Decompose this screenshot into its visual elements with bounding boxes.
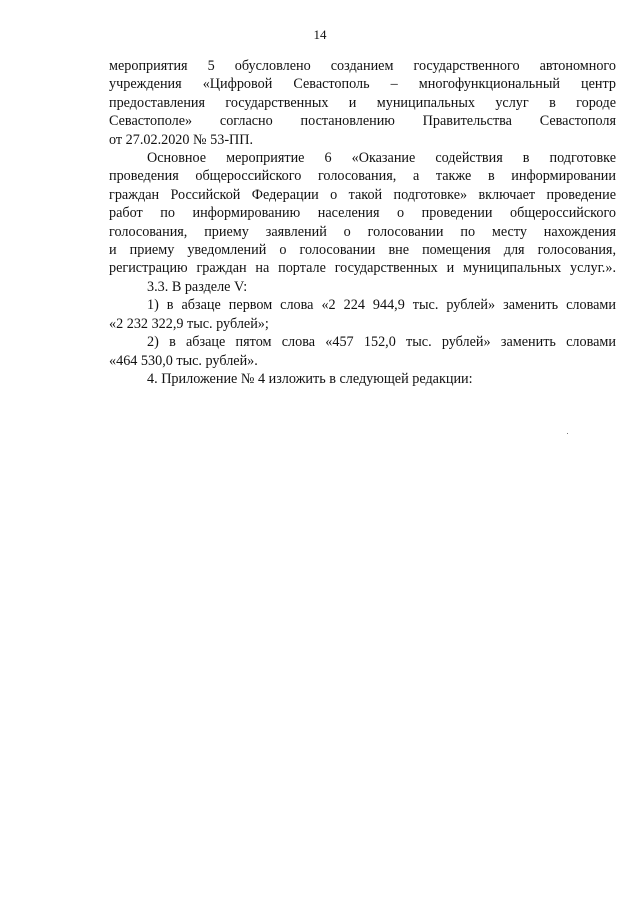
text-line: мероприятия 5 обусловлено созданием государственного автономного — [109, 58, 616, 74]
text-line: Севастополе» согласно постановлению Правительства Севастополя — [109, 113, 616, 130]
text-line: 3.3. В разделе V: — [147, 278, 248, 295]
text-line: учреждения «Цифровой Севастополь – многофункциональный центр — [109, 76, 616, 93]
paragraph-amendment-2 — [109, 333, 616, 370]
text-line: Основное мероприятие 6 «Оказание содействия в подготовке — [147, 150, 616, 167]
text-line: работ по информированию населения о проведении общероссийского — [109, 205, 616, 222]
text-line: регистрацию граждан на портале государственных и муниципальных услуг.». — [109, 260, 616, 277]
text-line: предоставления государственных и муниципальных услуг в городе — [109, 94, 616, 111]
page-number: 14 — [313, 27, 327, 42]
paragraph-appendix-4 — [109, 370, 616, 388]
text-line: «2 232 322,9 тыс. рублей»; — [109, 315, 269, 332]
text-line: 4. Приложение № 4 изложить в следующей редакции: — [147, 370, 473, 387]
text-line: 2) в абзаце пятом слова «457 152,0 тыс. рублей» заменить словами — [147, 334, 616, 351]
text-line: и приему уведомлений о голосовании вне помещения для голосования, — [109, 242, 616, 259]
text-line: граждан Российской Федерации о такой подготовке» включает проведение — [109, 186, 616, 203]
text-line: проведения общероссийского голосования, а также в информировании — [109, 168, 616, 185]
paragraph-continuation — [109, 57, 616, 149]
scan-speck — [567, 433, 568, 434]
document-body — [109, 57, 616, 388]
text-line: «464 530,0 тыс. рублей». — [109, 352, 258, 369]
paragraph-main-activity-6 — [109, 149, 616, 278]
paragraph-amendment-1 — [109, 296, 616, 333]
text-line: 1) в абзаце первом слова «2 224 944,9 тыс. рублей» заменить словами — [147, 297, 616, 314]
paragraph-section-heading — [109, 278, 616, 296]
text-line: от 27.02.2020 № 53-ПП. — [109, 131, 254, 148]
text-line: голосования, приему заявлений о голосовании по месту нахождения — [109, 223, 616, 240]
